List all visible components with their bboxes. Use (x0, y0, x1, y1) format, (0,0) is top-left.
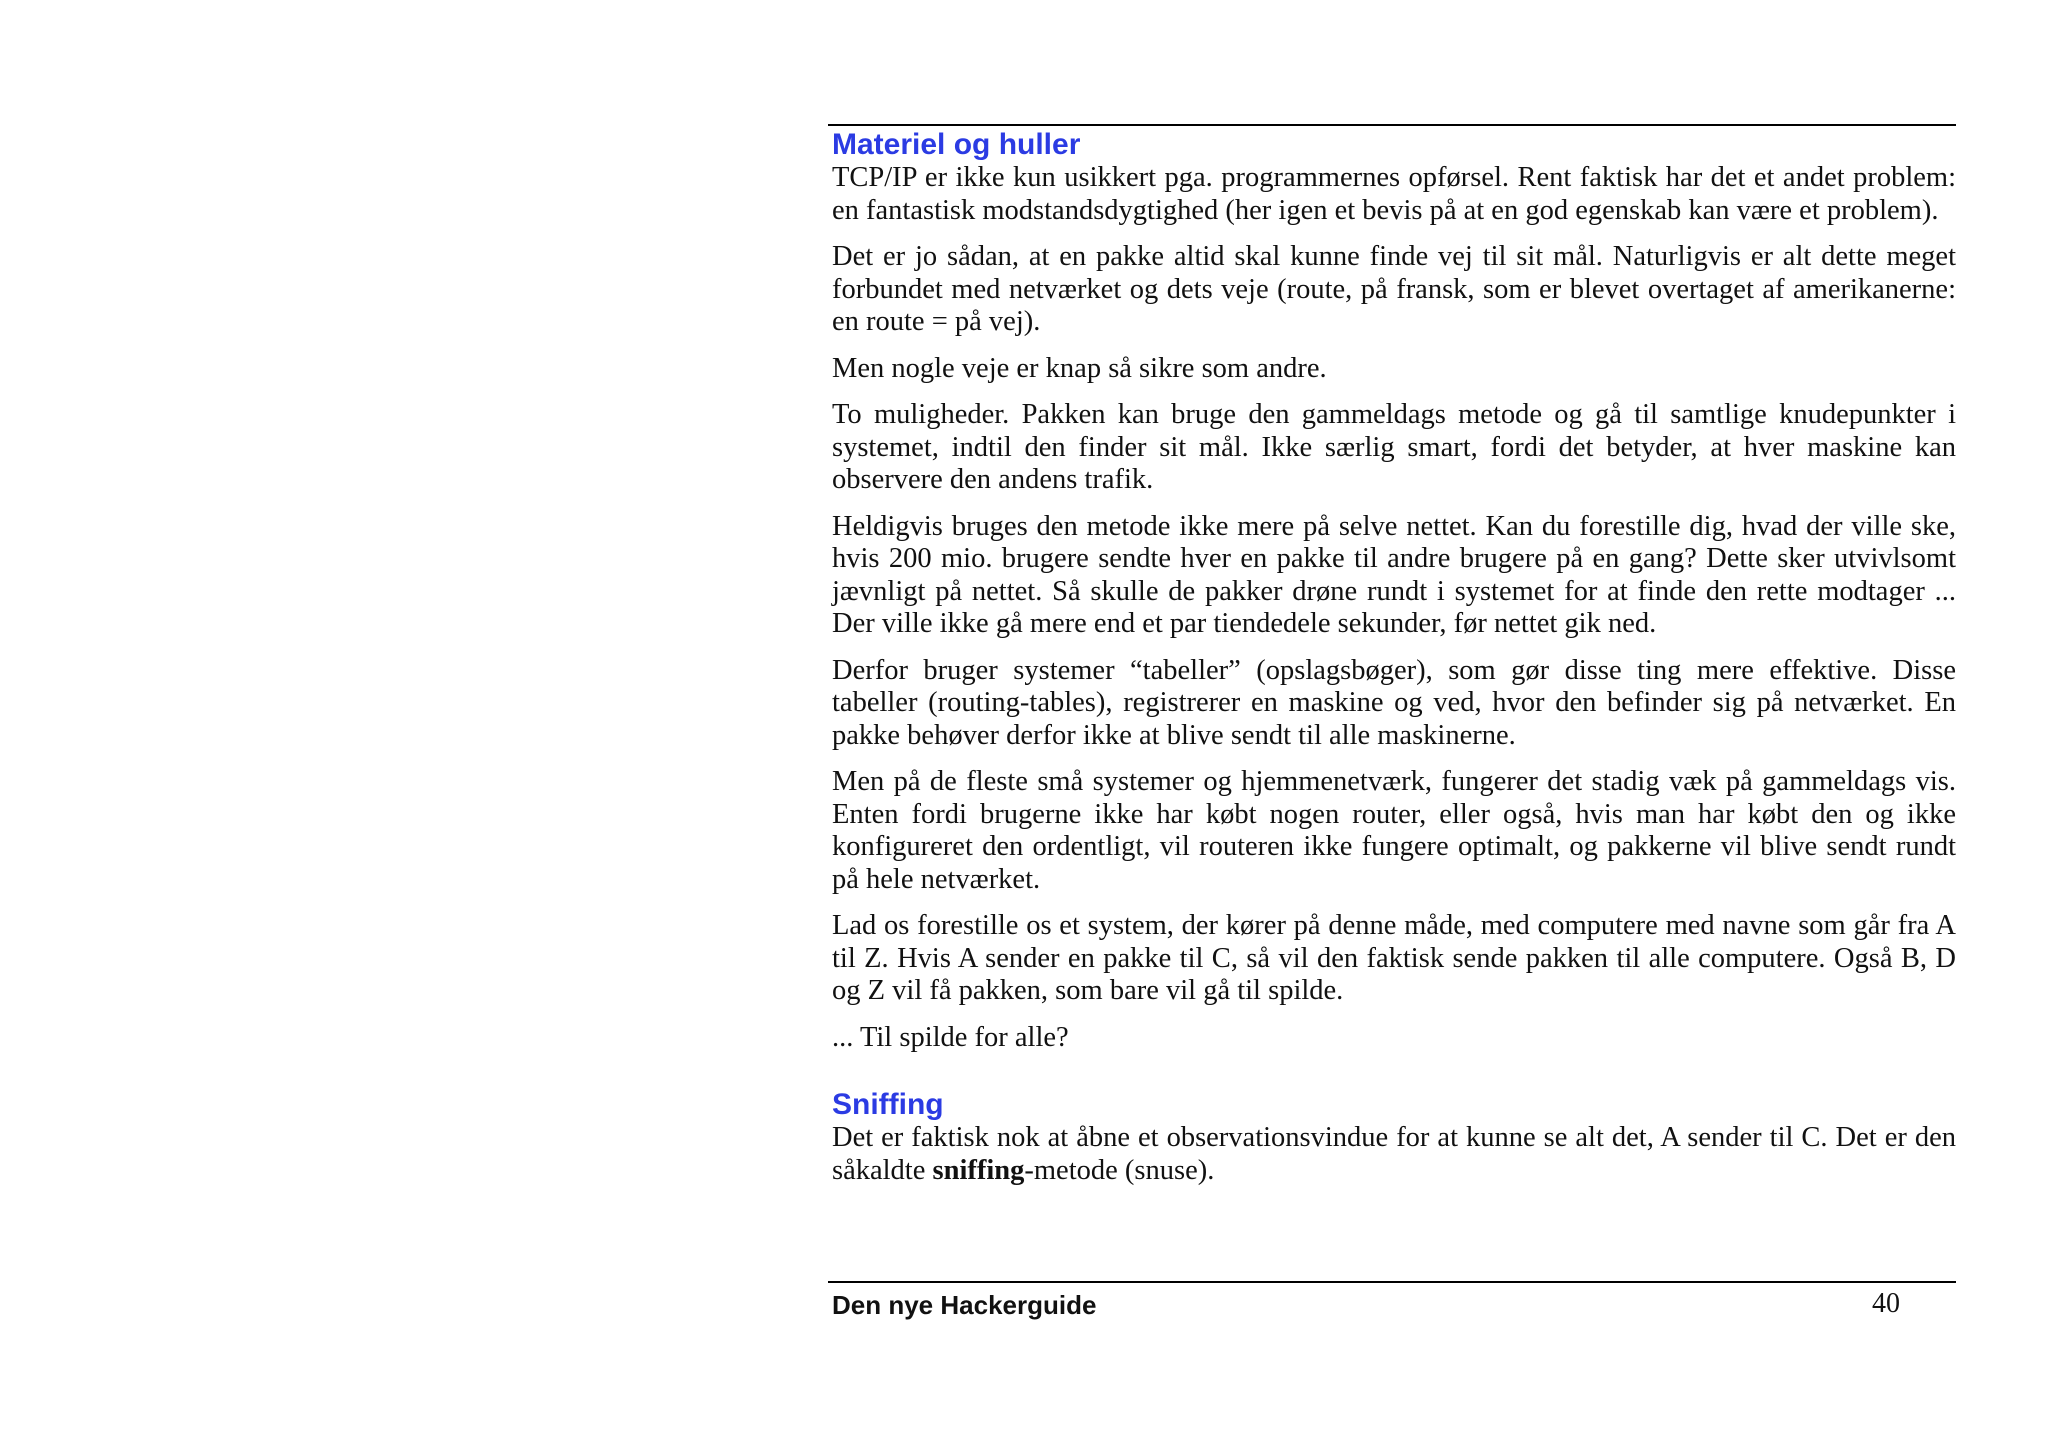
sniffing-outro: -metode (snuse). (1024, 1154, 1215, 1186)
footer-page-number: 40 (1872, 1288, 1900, 1319)
paragraph: Men nogle veje er knap så sikre som andre. (832, 352, 1327, 384)
sniffing-term: sniffing (932, 1154, 1025, 1186)
top-divider (828, 124, 1956, 126)
page-content (828, 124, 1956, 1187)
bottom-divider (828, 1281, 1956, 1283)
paragraph: TCP/IP er ikke kun usikkert pga. programmernes opførsel. Rent faktisk har det et andet problem: en fantastisk modstandsdygtighed (her igen et bevis på at en god egenskab kan være et problem). (832, 162, 1956, 226)
section-heading-sniffing: Sniffing (832, 1088, 944, 1121)
section-heading-materiel: Materiel og huller (832, 128, 1081, 161)
paragraph: Det er jo sådan, at en pakke altid skal kunne finde vej til sit mål. Naturligvis er alt dette meget forbundet med netværket og dets veje (route, på fransk, som er blevet overtaget af amerikanerne: en route = på vej). (832, 241, 1956, 337)
paragraph-sniffing (832, 1122, 1956, 1187)
paragraph: To muligheder. Pakken kan bruge den gammeldags metode og gå til samtlige knudepunkter i systemet, indtil den finder sit mål. Ikke særlig smart, fordi det betyder, at hver maskine kan observere den andens trafik. (832, 399, 1956, 495)
paragraph: Derfor bruger systemer “tabeller” (opslagsbøger), som gør disse ting mere effektive. Disse tabeller (routing-tables), registrerer en maskine og ved, hvor den befinder sig på netværket. En pakke behøver derfor ikke at blive sendt til alle maskinerne. (832, 654, 1956, 751)
paragraph: Lad os forestille os et system, der kører på denne måde, med computere med navne som går fra A til Z. Hvis A sender en pakke til C, så vil den faktisk sende pakken til alle computere. Også B, D og Z vil få pakken, som bare vil gå til spilde. (832, 910, 1956, 1006)
paragraph: Men på de fleste små systemer og hjemmenetværk, fungerer det stadig væk på gammeldags vis. Enten fordi brugerne ikke har købt nogen router, eller også, hvis man har købt den og ikke konfigureret den ordentligt, vil routeren ikke fungere optimalt, og pakkerne vil blive sendt rundt på hele netværket. (832, 766, 1956, 895)
paragraph: Heldigvis bruges den metode ikke mere på selve nettet. Kan du forestille dig, hvad der ville ske, hvis 200 mio. brugere sendte hver en pakke til andre brugere på en gang? Dette sker utvivlsomt jævnligt på nettet. Så skulle de pakker drøne rundt i systemet for at finde den rette modtager ... Der ville ikke gå mere end et par tiendedele sekunder, før nettet gik ned. (832, 510, 1956, 639)
footer-book-title: Den nye Hackerguide (832, 1290, 1097, 1320)
paragraph: ... Til spilde for alle? (832, 1021, 1069, 1053)
sniffing-intro: Det er faktisk nok at åbne et observationsvindue for at kunne se alt det, A sender til C. Det er den såkaldte (832, 1122, 1956, 1186)
